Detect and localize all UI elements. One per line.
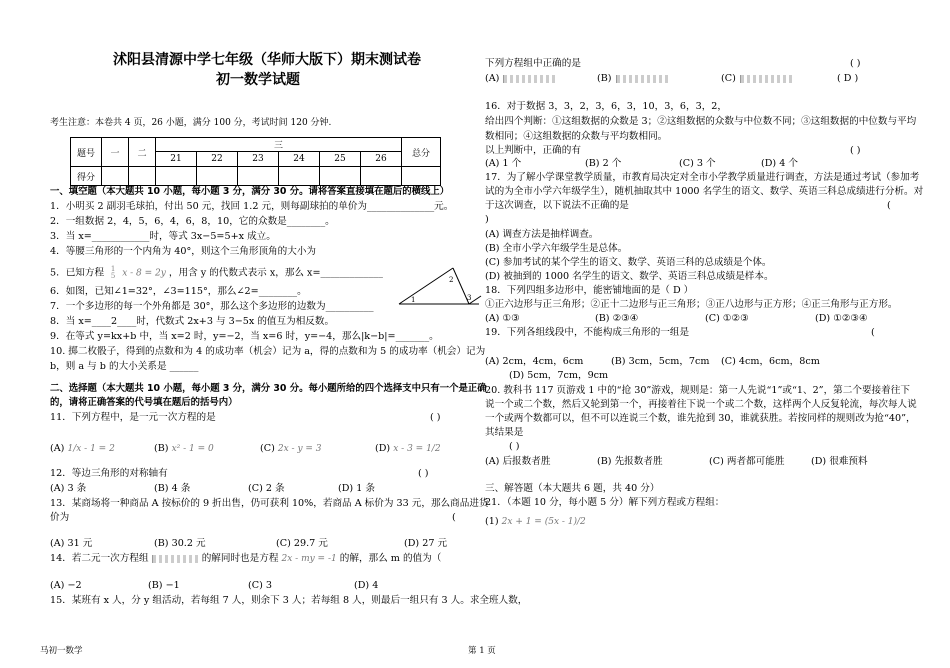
question-18-statement: ①正六边形与正三角形；②正十二边形与正三角形；③正八边形与正方形；④正三角形与正方形。 bbox=[485, 299, 898, 310]
question-13-option-d: (D) 27 元 bbox=[404, 538, 448, 549]
question-20-line-1: 20. 教科书 117 页游戏 1 中的“抢 30”游戏，规则是：第一人先说“1”或“1、2”，第二个要接着往下 bbox=[485, 385, 910, 396]
question-12-option-d: (D) 1 条 bbox=[338, 483, 375, 494]
question-4: 4．等腰三角形的一个内角为 40°，则这个三角形顶角的大小为 bbox=[50, 246, 317, 257]
question-6: 6．如图，已知∠1=32°，∠3=115°，那么∠2=________。 bbox=[50, 286, 307, 297]
question-21-equation: 2x + 1 = (5x - 1)/2 bbox=[501, 517, 586, 527]
score-table bbox=[70, 137, 441, 186]
score-cell: 得分 bbox=[71, 167, 102, 186]
question-19-option-a: (A) 2cm，4cm，6cm bbox=[485, 356, 584, 367]
option-label: (A) bbox=[50, 443, 65, 454]
question-15-option-c bbox=[721, 73, 795, 85]
question-14-prefix: 14．若二元一次方程组 bbox=[50, 553, 149, 564]
question-14-option-b: (B) −1 bbox=[148, 580, 180, 591]
score-cell: 23 bbox=[238, 152, 279, 167]
question-12-option-c: (C) 2 条 bbox=[248, 483, 285, 494]
question-16-option-a: (A) 1 个 bbox=[485, 158, 522, 169]
footer-page-number: 第 1 页 bbox=[468, 646, 496, 656]
question-14-equation: 2x - my = -1 bbox=[281, 554, 337, 564]
question-21-part-1 bbox=[485, 516, 586, 528]
equation-system-icon bbox=[503, 75, 558, 83]
score-cell: 21 bbox=[156, 152, 197, 167]
question-15-paren: ( ) bbox=[850, 58, 861, 69]
question-19-option-b: (B) 3cm，5cm，7cm bbox=[611, 356, 710, 367]
question-11-paren: ( ) bbox=[430, 412, 441, 423]
score-cell: 一 bbox=[102, 138, 129, 167]
question-17-option-a: (A) 调查方法是抽样调查。 bbox=[485, 229, 599, 240]
question-15-option-a bbox=[485, 73, 558, 85]
triangle-left-side bbox=[399, 268, 453, 304]
question-11-option-d bbox=[375, 443, 441, 455]
option-label: (B) bbox=[597, 73, 612, 84]
question-15: 15．某班有 x 人，分 y 组活动，若每组 7 人，则余下 3 人；若每组 8 人，则最后一组只有 3 人。求全班人数， bbox=[50, 595, 528, 606]
question-19: 19．下列各组线段中，不能构成三角形的一组是 bbox=[485, 327, 690, 338]
score-blank[interactable] bbox=[238, 167, 279, 186]
question-16-line-4: 以上判断中，正确的有 bbox=[485, 145, 581, 156]
question-17-option-d: (D) 被抽到的 1000 名学生的语文、数学、英语三科总成绩是样本。 bbox=[485, 271, 774, 282]
score-cell: 24 bbox=[279, 152, 320, 167]
question-13-option-a: (A) 31 元 bbox=[50, 538, 93, 549]
option-label: (C) bbox=[721, 73, 736, 84]
question-21-part-1-label: (1) bbox=[485, 516, 499, 527]
question-9: 9．在等式 y=kx+b 中，当 x=2 时，y=−2，当 x=6 时，y=−4，那么|k−b|=_______。 bbox=[50, 331, 439, 342]
section-1-header: 一、填空题（本大题共 10 小题，每小题 3 分，满分 30 分。请将答案直接填在题后的横线上） bbox=[50, 186, 450, 197]
question-17-line-1: 17．为了解小学课堂教学质量，市教育局决定对全市小学教学质量进行调查，方法是通过考试（参加考 bbox=[485, 172, 920, 183]
question-18-option-c: (C) ①②③ bbox=[705, 313, 749, 324]
option-label: (B) bbox=[154, 443, 169, 454]
score-blank[interactable] bbox=[102, 167, 129, 186]
option-math: 2x - y = 3 bbox=[277, 444, 322, 454]
angle-label-1: 1 bbox=[411, 296, 416, 304]
question-16-line-1: 16．对于数据 3，3，2，3，6，3，10，3，6，3，2， bbox=[485, 101, 728, 112]
score-blank[interactable] bbox=[402, 167, 441, 186]
score-blank[interactable] bbox=[197, 167, 238, 186]
question-5-equation: x - 8 = 2y bbox=[122, 268, 166, 279]
section-3-header: 三、解答题（本大题共 6 题，共 40 分） bbox=[485, 483, 660, 494]
question-18-option-a: (A) ①③ bbox=[485, 313, 520, 324]
score-blank[interactable] bbox=[129, 167, 156, 186]
question-17-option-b: (B) 全市小学六年级学生是总体。 bbox=[485, 243, 628, 254]
question-20-option-a: (A) 后报数者胜 bbox=[485, 456, 551, 467]
question-12-option-b: (B) 4 条 bbox=[154, 483, 191, 494]
question-20-option-b: (B) 先报数者胜 bbox=[597, 456, 663, 467]
option-math: 1/x - 1 = 2 bbox=[67, 444, 115, 454]
question-8: 8．当 x=____2____时，代数式 2x+3 与 3−5x 的值互为相反数。 bbox=[50, 316, 335, 327]
question-14-option-d: (D) 4 bbox=[354, 580, 379, 591]
option-math: x - 3 = 1/2 bbox=[393, 444, 441, 454]
score-cell: 题号 bbox=[71, 138, 102, 167]
question-13-line-1: 13．某商场将一种商品 A 按标价的 9 折出售，仍可获利 10%，若商品 A 标价为 33 元，那么商品进货 bbox=[50, 498, 489, 509]
question-19-option-c: (C) 4cm，6cm，8cm bbox=[721, 356, 820, 367]
question-20-line-4: 其结果是 bbox=[485, 427, 524, 438]
exam-title: 沭阳县清源中学七年级（华师大版下）期末测试卷 bbox=[113, 52, 421, 68]
exam-subtitle: 初一数学试题 bbox=[216, 72, 300, 88]
question-18-option-d: (D) ①②③④ bbox=[815, 313, 868, 324]
score-cell: 三 bbox=[156, 138, 402, 152]
question-14-option-c: (C) 3 bbox=[248, 580, 272, 591]
question-11-option-a bbox=[50, 443, 115, 455]
question-16-option-d: (D) 4 个 bbox=[761, 158, 798, 169]
question-5-suffix: ，用含 y 的代数式表示 x，那么 x=_____________ bbox=[168, 267, 383, 279]
question-14-suffix: 的解，那么 m 的值为（ bbox=[339, 553, 442, 564]
section-2-header-line-2: 的，请将正确答案的代号填在题后的括号内） bbox=[50, 397, 238, 408]
question-12: 12．等边三角形的对称轴有 bbox=[50, 468, 168, 479]
score-blank[interactable] bbox=[361, 167, 402, 186]
question-15-option-b bbox=[597, 73, 671, 85]
question-17-option-c: (C) 参加考试的某个学生的语文、数学、英语三科的总成绩是个体。 bbox=[485, 257, 772, 268]
question-10-line-1: 10. 掷二枚骰子，得到的点数和为 4 的成功率（机会）记为 a，得的点数和为 5 的成功率（机会）记为 bbox=[50, 346, 486, 357]
question-5-prefix: 5．已知方程 bbox=[50, 267, 105, 279]
question-16-option-b: (B) 2 个 bbox=[585, 158, 622, 169]
question-19-paren: ( bbox=[871, 327, 875, 338]
score-blank[interactable] bbox=[320, 167, 361, 186]
question-14-mid: 的解同时也是方程 bbox=[201, 553, 279, 564]
question-7: 7．一个多边形的每一个外角都是 30°，那么这个多边形的边数为__________ bbox=[50, 301, 374, 312]
question-18: 18．下列四组多边形中，能密铺地面的是（ D ） bbox=[485, 285, 694, 296]
question-18-option-b: (B) ②③④ bbox=[595, 313, 639, 324]
footer-left: 马初一数学 bbox=[40, 646, 83, 656]
question-14-option-a: (A) −2 bbox=[50, 580, 82, 591]
angle-label-2: 2 bbox=[449, 276, 454, 284]
score-cell: 二 bbox=[129, 138, 156, 167]
question-21: 21．（本题 10 分，每小题 5 分）解下列方程或方程组： bbox=[485, 497, 725, 508]
option-label: (A) bbox=[485, 73, 500, 84]
exam-notice: 考生注意：本卷共 4 页，26 小题，满分 100 分，考试时间 120 分钟. bbox=[50, 118, 332, 128]
question-11: 11．下列方程中，是一元一次方程的是 bbox=[50, 412, 216, 423]
section-2-header-line-1: 二、选择题（本大题共 10 小题，每小题 3 分，满分 30 分。每小题所给的四个选择支中只有一个是正确 bbox=[50, 383, 487, 394]
question-16-line-3: 数相同；④这组数据的众数与平均数相同。 bbox=[485, 131, 668, 142]
angle-label-3: 3 bbox=[467, 294, 472, 302]
question-17-line-3: 于这次调查，以下说法不正确的是 bbox=[485, 200, 629, 211]
question-14 bbox=[50, 553, 441, 565]
question-13-option-c: (C) 29.7 元 bbox=[276, 538, 328, 549]
equation-system-icon bbox=[616, 75, 671, 83]
question-20-option-c: (C) 两者都可能胜 bbox=[709, 456, 785, 467]
equation-system-icon bbox=[152, 555, 199, 563]
question-11-option-c bbox=[260, 443, 322, 455]
equation-system-icon bbox=[740, 75, 795, 83]
question-20-paren: ( ) bbox=[509, 441, 520, 452]
question-16-option-c: (C) 3 个 bbox=[679, 158, 716, 169]
question-19-option-d: (D) 5cm，7cm，9cm bbox=[509, 370, 609, 381]
fraction-one-fifth-icon: 1 5 bbox=[110, 265, 116, 280]
question-13-option-b: (B) 30.2 元 bbox=[154, 538, 206, 549]
option-label: (D) bbox=[375, 443, 391, 454]
question-20-line-3: 一个或两个数都可以，但不可以连说三个数，谁先抢到 30，谁就获胜。若按同样的规则改为抢“40”， bbox=[485, 413, 916, 424]
question-15-answer: ( D ) bbox=[837, 73, 859, 84]
score-blank[interactable] bbox=[156, 167, 197, 186]
score-cell: 25 bbox=[320, 152, 361, 167]
question-13-line-2: 价为 bbox=[50, 512, 70, 523]
score-blank[interactable] bbox=[279, 167, 320, 186]
triangle-figure bbox=[393, 262, 485, 312]
question-12-option-a: (A) 3 条 bbox=[50, 483, 87, 494]
question-2: 2．一组数据 2，4，5，6，4，6，8，10，它的众数是________。 bbox=[50, 216, 335, 227]
question-20-option-d: (D) 很难预料 bbox=[811, 456, 868, 467]
question-13-paren: ( bbox=[452, 512, 456, 523]
question-5 bbox=[50, 266, 383, 280]
question-10-line-2: b，则 a 与 b 的大小关系是 ______ bbox=[50, 361, 199, 372]
score-cell: 22 bbox=[197, 152, 238, 167]
question-15-continued: 下列方程组中正确的是 bbox=[485, 58, 581, 69]
question-3: 3．当 x=____________时，等式 3x−5=5+x 成立。 bbox=[50, 231, 276, 242]
score-cell: 26 bbox=[361, 152, 402, 167]
option-math: x² - 1 = 0 bbox=[171, 444, 214, 454]
question-16-line-2: 给出四个判断：①这组数据的众数是 3；②这组数据的众数与中位数不同；③这组数据的中位数与平均 bbox=[485, 116, 917, 127]
question-17-line-2: 试的为全市小学六年级学生），随机抽取其中 1000 名学生的语文、数学、英语三科总成绩进行分析。对 bbox=[485, 186, 924, 197]
option-label: (C) bbox=[260, 443, 275, 454]
question-11-option-b bbox=[154, 443, 214, 455]
question-17-paren-close: ) bbox=[485, 214, 489, 225]
question-20-line-2: 说一个或二个数，然后又轮到第一个，再接着往下说一个或二个数，这样两个人反复轮流，每次每人说 bbox=[485, 399, 917, 410]
score-cell: 总分 bbox=[402, 138, 441, 167]
question-12-paren: ( ) bbox=[418, 468, 429, 479]
question-16-paren: ( ) bbox=[850, 145, 861, 156]
question-17-paren-open: ( bbox=[887, 200, 891, 211]
question-1: 1．小明买 2 副羽毛球拍，付出 50 元，找回 1.2 元，则每副球拍的单价为______________元。 bbox=[50, 201, 454, 212]
